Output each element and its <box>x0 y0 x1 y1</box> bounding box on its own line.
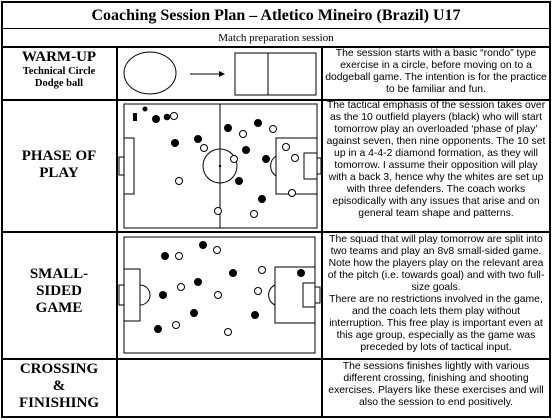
row-divider-3 <box>1 358 551 360</box>
black-player <box>172 140 179 147</box>
black-players <box>143 107 270 203</box>
white-player <box>283 144 290 151</box>
white-player <box>214 247 221 254</box>
white-player <box>173 322 180 329</box>
row-title: SIDED <box>36 283 82 299</box>
dodgeball-pitch <box>235 53 316 95</box>
white-player <box>201 145 208 152</box>
black-player <box>195 136 202 143</box>
black-player <box>191 310 198 317</box>
black-player <box>298 270 305 277</box>
white-player <box>215 292 222 299</box>
row-description: The tactical emphasis of the session takes over as the 10 outfield players (black) who will start tomorrow play an overloaded ‘phase of play’ against seven, then nine opponents. The 10 set up in a 4-4-2 diamond formation, as they will tomorrow. I assume their opposition will play with a back 3, hence why the whites are set up with three defenders. The coach works episodically with any issues that arise and on general team shape and patterns. <box>326 100 546 220</box>
black-player <box>143 107 147 111</box>
centre-spot <box>219 165 221 167</box>
white-players <box>173 247 266 336</box>
white-player <box>178 284 185 291</box>
arrow-head <box>219 71 225 77</box>
white-player <box>225 329 232 336</box>
row-label-crossing-finishing <box>3 361 115 412</box>
row-title: CROSSING <box>19 361 99 377</box>
black-player <box>195 279 202 286</box>
black-player <box>263 156 270 163</box>
row-description: The squad that will play tomorrow are split into two teams and play an 8v8 small-sided game. Note how the players play on the relevant area of the pitch (i.e. towards goal) and with two full-size goals. There are no restrictions involved in the game, and the coach lets them play without interruption. This free play is important even at this age group, especially as the game was preceded by lots of tactical input. <box>327 234 545 354</box>
row-description: The sessions finishes lightly with various different crossing, finishing and shooting exercises. Players like these exercises and will also the session to end positively. <box>328 361 544 409</box>
mannequin-marker <box>133 113 137 121</box>
left-penalty-box <box>124 269 140 321</box>
white-player <box>240 131 247 138</box>
white-player <box>292 155 299 162</box>
white-player <box>176 178 183 185</box>
right-penalty-arc <box>269 285 275 305</box>
warm-up-diagram <box>118 48 321 99</box>
phase-of-play-diagram <box>118 101 321 231</box>
white-player <box>251 211 258 218</box>
black-player <box>252 312 259 319</box>
white-player <box>259 267 266 274</box>
row-title: SMALL- <box>29 266 89 282</box>
white-player <box>289 190 296 197</box>
white-player <box>171 113 178 120</box>
black-player <box>243 147 250 154</box>
right-six-yard-box <box>304 153 317 179</box>
page-title: Coaching Session Plan – Atletico Mineiro (Brazil) U17 <box>91 7 461 24</box>
black-player <box>255 120 262 127</box>
row-title: FINISHING <box>18 395 100 411</box>
row-label-small-sided-game <box>3 266 115 317</box>
black-player <box>230 270 237 277</box>
black-player <box>155 326 162 333</box>
row-title: & <box>52 378 66 394</box>
black-player <box>160 292 167 299</box>
left-penalty-arc <box>140 285 150 305</box>
white-player <box>255 288 262 295</box>
row-label-phase-of-play <box>3 148 115 182</box>
left-goal <box>119 285 124 305</box>
white-player <box>215 208 222 215</box>
row-title: GAME <box>35 300 83 316</box>
rondo-circle <box>124 52 176 94</box>
page-subtitle: Match preparation session <box>218 32 334 44</box>
white-player <box>231 156 238 163</box>
small-sided-game-diagram <box>118 233 321 358</box>
white-player <box>270 126 277 133</box>
left-goal <box>119 157 124 175</box>
black-player <box>200 242 207 249</box>
row-title: PHASE OF <box>21 148 97 164</box>
right-penalty-box <box>275 267 315 323</box>
white-player <box>176 253 183 260</box>
black-player <box>153 116 160 123</box>
row-title: PLAY <box>39 165 79 181</box>
right-goal <box>315 287 320 303</box>
row-label-warm-up <box>3 49 115 90</box>
right-penalty-arc <box>271 156 276 176</box>
right-six-yard-box <box>303 283 315 307</box>
right-goal <box>317 158 321 174</box>
black-player <box>225 125 232 132</box>
black-player <box>164 114 170 120</box>
left-penalty-box <box>124 138 134 194</box>
row-subtitle: Dodge ball <box>34 78 84 89</box>
row-title: WARM-UP <box>21 49 97 65</box>
row-subtitle: Technical Circle <box>22 66 96 77</box>
black-player <box>236 178 243 185</box>
black-player <box>162 253 169 260</box>
row-description: The session starts with a basic “rondo” type exercise in a circle, before moving on to a dodgeball game. The intention is for the practice to be familiar and fun. <box>325 48 547 96</box>
black-player <box>259 196 266 203</box>
subtitle-divider <box>1 28 551 29</box>
white-players <box>171 113 299 218</box>
